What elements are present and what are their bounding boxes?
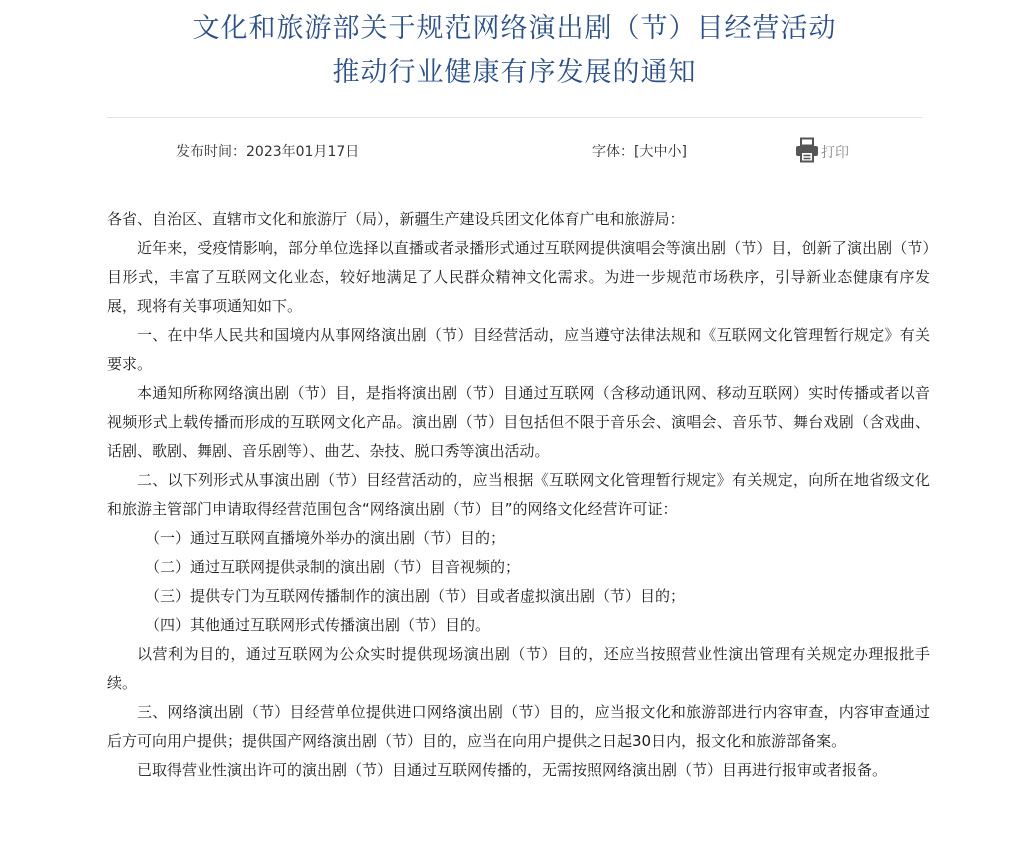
print-label[interactable]: 打印: [821, 145, 849, 161]
paragraph-intro: 近年来，受疫情影响，部分单位选择以直播或者录播形式通过互联网提供演唱会等演出剧（节）目，创新了演出剧（节）目形式，丰富了互联网文化业态，较好地满足了人民群众精神文化需求。为进一步规范市场秩序，引导新业态健康有序发展，现将有关事项通知如下。: [107, 239, 930, 315]
font-size-options[interactable]: [大中小]: [634, 144, 687, 160]
page-title-line-1: 文化和旅游部关于规范网络演出剧（节）目经营活动: [192, 13, 837, 44]
font-size-label: 字体：: [592, 144, 634, 160]
salutation: 各省、自治区、直辖市文化和旅游厅（局），新疆生产建设兵团文化体育广电和旅游局：: [107, 210, 685, 228]
paragraph-section-3: 三、网络演出剧（节）目经营单位提供进口网络演出剧（节）目的，应当报文化和旅游部进行内容审查，内容审查通过后方可向用户提供；提供国产网络演出剧（节）目的，应当在向用户提供之日起30日内，报文化和旅游部备案。: [107, 703, 930, 750]
article-body: [107, 205, 930, 785]
list-item: （二）通过互联网提供录制的演出剧（节）目音视频的；: [145, 558, 521, 576]
print-button[interactable]: [795, 137, 849, 163]
list-item: （一）通过互联网直播境外举办的演出剧（节）目的；: [145, 529, 506, 547]
paragraph-section-2: 二、以下列形式从事演出剧（节）目经营活动的，应当根据《互联网文化管理暂行规定》有关规定，向所在地省级文化和旅游主管部门申请取得经营范围包含“网络演出剧（节）目”的网络文化经营许可证：: [107, 471, 930, 518]
paragraph-profit: 以营利为目的，通过互联网为公众实时提供现场演出剧（节）目的，还应当按照营业性演出管理有关规定办理报批手续。: [107, 645, 930, 692]
header-divider: [107, 117, 923, 118]
list-item: （四）其他通过互联网形式传播演出剧（节）目的。: [145, 616, 491, 634]
paragraph-exemption: 已取得营业性演出许可的演出剧（节）目通过互联网传播的，无需按照网络演出剧（节）目再进行报审或者报备。: [137, 761, 888, 779]
font-size-control: [592, 141, 687, 161]
publish-date: 2023年01月17日: [246, 144, 360, 160]
publish-info: [176, 141, 359, 161]
publish-label: 发布时间：: [176, 144, 246, 160]
paragraph-definition: 本通知所称网络演出剧（节）目，是指将演出剧（节）目通过互联网（含移动通讯网、移动互联网）实时传播或者以音视频形式上载传播而形成的互联网文化产品。演出剧（节）目包括但不限于音乐会、演唱会、音乐节、舞台戏剧（含戏曲、话剧、歌剧、舞剧、音乐剧等）、曲艺、杂技、脱口秀等演出活动。: [107, 384, 930, 460]
page-title-line-2: 推动行业健康有序发展的通知: [332, 57, 697, 88]
list-item: （三）提供专门为互联网传播制作的演出剧（节）目或者虚拟演出剧（节）目的；: [145, 587, 686, 605]
paragraph-section-1: 一、在中华人民共和国境内从事网络演出剧（节）目经营活动，应当遵守法律法规和《互联网文化管理暂行规定》有关要求。: [107, 326, 930, 373]
printer-icon[interactable]: [795, 137, 819, 163]
